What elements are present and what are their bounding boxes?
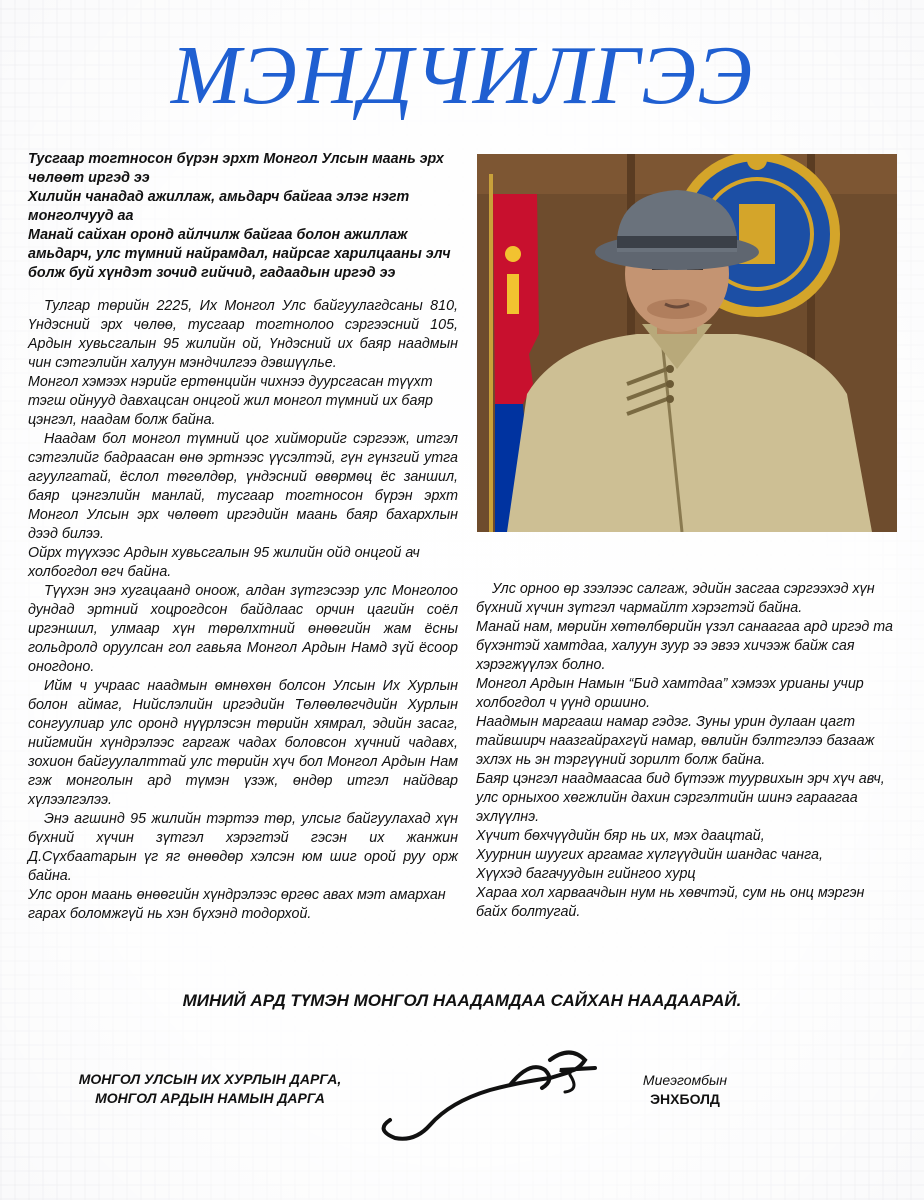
signatory-title: [50, 1070, 370, 1108]
poem-line: Хуурнин шуугих аргамаг хүлгүүдийн шандас чанга,: [476, 847, 823, 863]
poem-line: Хүүхэд багачуудын гийнгоо хурц: [476, 866, 696, 882]
paragraph: Наадам бол монгол түмний цог хийморийг сэргээж, итгэл сэтгэлийг бадраасан өнө эртнээс үүсэлтэй, гүн гүнзгий утга агуулгатай, ёслол төгөлдөр, үндэсний өвөрмөц ёс заншил, баяр цэнгэлийн манлай, тусгаар тогтносон бүрэн эрхт Монгол Улсын эрх чөлөөт иргэдийн маань баяр бахархлын дээд билээ.: [28, 431, 458, 542]
paragraph: Монгол хэмээх нэрийг ертөнцийн чихнээ дуурсгасан түүхт тэгш ойнууд давхацсан онцгой жил монгол түмний их баяр цэнгэл, наадам болж байна.: [28, 374, 433, 428]
signatory-surname: ЭНХБОЛД: [650, 1091, 720, 1107]
right-column: [476, 580, 896, 922]
poem-line: Хараа хол харваачдын нум нь хөвчтэй, сум нь онц мэргэн байх болтугай.: [476, 885, 865, 920]
greeting-line: Тусгаар тогтносон бүрэн эрхт Монгол Улсын маань эрх чөлөөт иргэд ээ: [28, 151, 444, 186]
paragraph: Ойрх түүхээс Ардын хувьсгалын 95 жилийн ойд онцгой ач холбогдол өгч байна.: [28, 545, 420, 580]
paragraph: Манай нам, мөрийн хөтөлбөрийн үзэл санаагаа ард иргэд та бүхэнтэй хамтдаа, халуун зуур ээ эвээ хичээж байж сая хэрэгжүүлэх болно.: [476, 619, 893, 673]
paragraph: Ийм ч учраас наадмын өмнөхөн болсон Улсын Их Хурлын болон аймаг, Нийслэлийн иргэдийн Төлөөлөгчдийн Хурлын сонгуулиар улс оронд нүүрлэсэн төрийн хямрал, эдийн засаг, нийгмийн хүндрэлээс гаргаж чадах боловсон хүчний чадавх, зохион байгуулалттай улс төрийн хүч бол Монгол Ардын Нам гэж монголын ард түмэн үзэж, өндөр итгэл найдвар хүлээлгэлээ.: [28, 678, 458, 808]
portrait-illustration: [477, 154, 897, 532]
signatory-patronymic: Миеэгомбын: [642, 1072, 728, 1088]
portrait-photo: [477, 154, 897, 532]
greeting-line: Манай сайхан оронд айлчилж байгаа болон ажиллаж амьдарч, улс түмний найрамдал, найрсаг харилцааны элч болж буй хүндэт зочид гийчид, гадаадын иргэд ээ: [28, 227, 451, 281]
greeting-line: Хилийн чанадад ажиллаж, амьдарч байгаа элэг нэгт монголчууд аа: [28, 189, 410, 224]
page-title: МЭНДЧИЛГЭЭ: [170, 29, 754, 122]
paragraph: Баяр цэнгэл наадмаасаа бид бүтээж туурвихын эрч хүч авч, улс орныхоо хөгжлийн дахин сэргэлтийн шинэ гараагаа эхлүүлнэ.: [476, 771, 885, 825]
paragraph: Энэ агшинд 95 жилийн тэртээ төр, улсыг байгуулахад хүн бүхний хүчин зүтгэл хэрэгтэй гэсэн их жанжин Д.Сүхбаатарын үг яг өнөөдөр хэлсэн юм шиг орой руу орж байна.: [28, 811, 458, 884]
paragraph: Түүхэн энэ хугацаанд оноож, алдан зүтгэсээр улс Монголоо дундад эртний хоцрогдсон байдлаас орчин цагийн соёл иргэншил, улмаар хүн төрөлхтний өнөөгийн жам ёсны гольдролд оруулсан гол гавьяа Монгол Ардын Намд зүй ёсоор оногдоно.: [28, 583, 458, 675]
signatory-title-line: МОНГОЛ АРДЫН НАМЫН ДАРГА: [95, 1090, 325, 1106]
paragraph: Наадмын маргааш намар гэдэг. Зуны урин дулаан цагт тайвширч наазгайрахгүй намар, өвлийн бэлтгэлээ базааж эхлэх нь эн тэргүүний зорилт болж байна.: [476, 714, 875, 768]
left-column: [28, 297, 458, 924]
paragraph: Монгол Ардын Намын “Бид хамтдаа” хэмээх урианы учир холбогдол ч үүнд оршино.: [476, 676, 864, 711]
greeting-block: [28, 150, 458, 283]
poem-line: Хүчит бөхчүүдийн бяр нь их, мэх даацтай,: [476, 828, 765, 844]
closing-line: МИНИЙ АРД ТҮМЭН МОНГОЛ НААДАМДАА САЙХАН НААДААРАЙ.: [182, 991, 742, 1010]
signatory-name: [620, 1071, 750, 1109]
signatory-title-line: МОНГОЛ УЛСЫН ИХ ХУРЛЫН ДАРГА,: [78, 1071, 342, 1087]
paragraph: Улс орон маань өнөөгийн хүндрэлээс өргөс авах мэт амархан гарах боломжгүй нь хэн бүхэнд тодорхой.: [28, 887, 446, 922]
paragraph: Тулгар төрийн 2225, Их Монгол Улс байгуулагдсаны 810, Үндэсний эрх чөлөө, тусгаар тогтнолоо сэргээсний 105, Ардын хувьсгалын 95 жилийн ой, Үндэсний их баяр наадмын чин сэтгэлийн халуун мэндчилгээ дэвшүүлье.: [28, 298, 458, 371]
paragraph: Улс орноо өр зээлээс салгаж, эдийн засгаа сэргээхэд хүн бүхний хүчин зүтгэл чармайлт хэрэгтэй байна.: [476, 581, 875, 616]
handwritten-signature: [370, 1030, 620, 1160]
